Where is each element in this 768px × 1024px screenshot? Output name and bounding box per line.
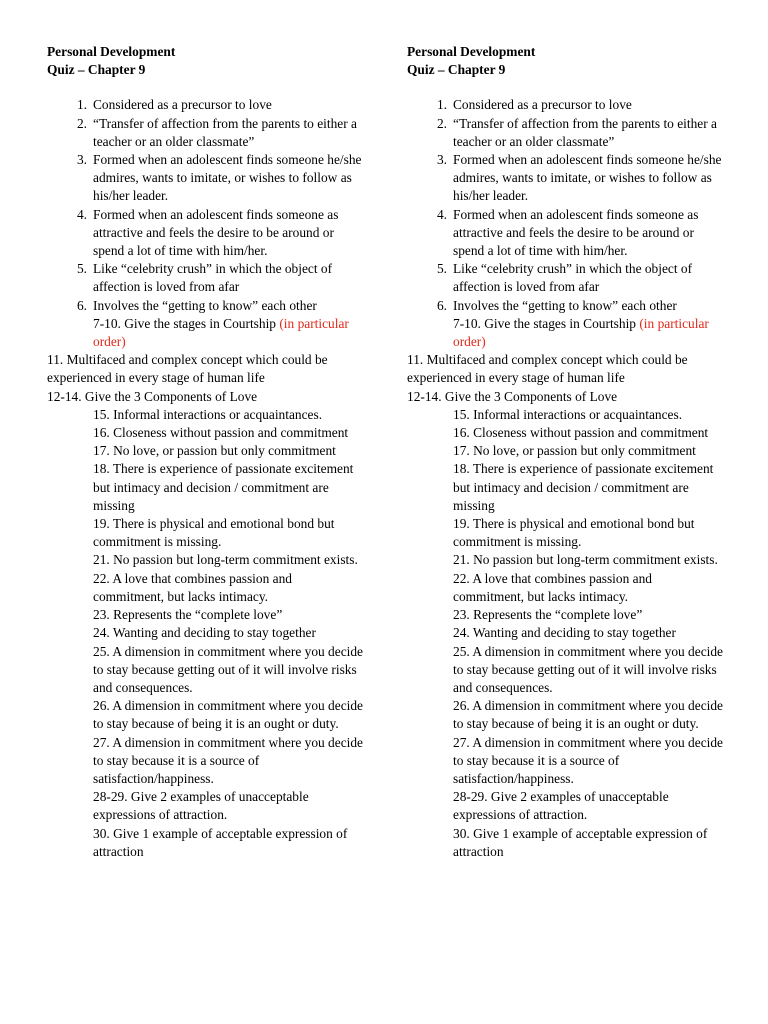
question-item xyxy=(407,96,723,114)
question-number: 4. xyxy=(76,206,87,222)
question-item: 26. A dimension in commitment where you decide to stay because of being it is an ought or duty. xyxy=(93,698,363,732)
question-7-10-text: 7-10. Give the stages in Courtship xyxy=(93,315,280,331)
question-item: 16. Closeness without passion and commitment xyxy=(93,425,349,441)
question-item: 15. Informal interactions or acquaintances. xyxy=(93,406,323,422)
question-text: “Transfer of affection from the parents to either a teacher or an older classmate” xyxy=(93,115,357,149)
question-number: 1. xyxy=(76,97,87,113)
quiz-subtitle: Quiz – Chapter 9 xyxy=(47,62,146,78)
question-text: Involves the “getting to know” each other xyxy=(453,297,677,313)
question-item: 23. Represents the “complete love” xyxy=(93,607,283,623)
question-item: 17. No love, or passion but only commitment xyxy=(93,443,336,459)
question-number: 6. xyxy=(436,297,447,313)
question-number: 5. xyxy=(436,261,447,277)
question-number: 3. xyxy=(76,152,87,168)
question-12-14: 12-14. Give the 3 Components of Love xyxy=(47,388,258,404)
question-text: Formed when an adolescent finds someone he/she admires, wants to imitate, or wishes to follow as his/her leader. xyxy=(93,152,362,204)
question-item: 30. Give 1 example of acceptable expression of attraction xyxy=(453,825,708,859)
question-text: Like “celebrity crush” in which the object of affection is loved from afar xyxy=(93,261,333,295)
question-number: 4. xyxy=(436,206,447,222)
question-item xyxy=(47,96,363,114)
question-item: 26. A dimension in commitment where you decide to stay because of being it is an ought or duty. xyxy=(453,698,723,732)
question-item xyxy=(47,260,363,296)
question-item xyxy=(47,297,363,315)
spacer xyxy=(407,79,723,96)
quiz-subtitle: Quiz – Chapter 9 xyxy=(407,62,506,78)
question-item: 24. Wanting and deciding to stay together xyxy=(453,625,676,641)
question-7-10-note: (in particular order) xyxy=(453,315,709,350)
question-7-10 xyxy=(407,315,723,351)
question-item xyxy=(47,206,363,261)
question-item: 22. A love that combines passion and commitment, but lacks intimacy. xyxy=(93,570,292,604)
question-item: 23. Represents the “complete love” xyxy=(453,607,643,623)
question-item: 22. A love that combines passion and commitment, but lacks intimacy. xyxy=(453,570,652,604)
question-number: 5. xyxy=(76,261,87,277)
question-text: Like “celebrity crush” in which the object of affection is loved from afar xyxy=(453,261,693,295)
question-number: 2. xyxy=(436,115,447,131)
question-item: 21. No passion but long-term commitment exists. xyxy=(453,552,718,568)
question-item: 25. A dimension in commitment where you decide to stay because getting out of it will involve risks and consequences. xyxy=(453,643,723,695)
quiz-title: Personal Development xyxy=(47,44,176,59)
question-item xyxy=(407,151,723,206)
question-item xyxy=(407,260,723,296)
question-7-10-text: 7-10. Give the stages in Courtship xyxy=(453,315,640,331)
quiz-title: Personal Development xyxy=(407,44,536,59)
question-item xyxy=(47,115,363,151)
question-text: Considered as a precursor to love xyxy=(93,97,272,113)
question-item: 28-29. Give 2 examples of unacceptable expressions of attraction. xyxy=(453,789,669,823)
question-number: 1. xyxy=(436,97,447,113)
question-item: 19. There is physical and emotional bond but commitment is missing. xyxy=(93,516,335,550)
question-item: 19. There is physical and emotional bond but commitment is missing. xyxy=(453,516,695,550)
question-item: 27. A dimension in commitment where you decide to stay because it is a source of satisfaction/happiness. xyxy=(453,734,723,786)
question-item xyxy=(407,206,723,261)
question-7-10-note: (in particular order) xyxy=(93,315,349,350)
question-item: 30. Give 1 example of acceptable expression of attraction xyxy=(93,825,348,859)
question-item: 25. A dimension in commitment where you decide to stay because getting out of it will involve risks and consequences. xyxy=(93,643,363,695)
question-item: 24. Wanting and deciding to stay together xyxy=(93,625,316,641)
question-item: 28-29. Give 2 examples of unacceptable expressions of attraction. xyxy=(93,789,309,823)
question-item xyxy=(407,297,723,315)
question-item: 21. No passion but long-term commitment exists. xyxy=(93,552,358,568)
question-number: 6. xyxy=(76,297,87,313)
question-number: 3. xyxy=(436,152,447,168)
question-item xyxy=(47,151,363,206)
question-text: Formed when an adolescent finds someone he/she admires, wants to imitate, or wishes to follow as his/her leader. xyxy=(453,152,722,204)
question-item: 16. Closeness without passion and commitment xyxy=(453,425,709,441)
spacer xyxy=(47,79,363,96)
question-11: 11. Multifaced and complex concept which could be experienced in every stage of human life xyxy=(407,352,688,386)
question-7-10 xyxy=(47,315,363,351)
question-text: Considered as a precursor to love xyxy=(453,97,632,113)
question-text: Involves the “getting to know” each other xyxy=(93,297,317,313)
quiz-column-right xyxy=(407,43,723,861)
question-item: 18. There is experience of passionate excitement but intimacy and decision / commitment are missing xyxy=(453,461,714,513)
question-number: 2. xyxy=(76,115,87,131)
question-12-14: 12-14. Give the 3 Components of Love xyxy=(407,388,618,404)
question-item xyxy=(407,115,723,151)
question-11: 11. Multifaced and complex concept which could be experienced in every stage of human life xyxy=(47,352,328,386)
question-item: 18. There is experience of passionate excitement but intimacy and decision / commitment are missing xyxy=(93,461,354,513)
question-item: 17. No love, or passion but only commitment xyxy=(453,443,696,459)
question-item: 15. Informal interactions or acquaintances. xyxy=(453,406,683,422)
question-text: Formed when an adolescent finds someone as attractive and feels the desire to be around or spend a lot of time with him/her. xyxy=(93,206,339,259)
question-item: 27. A dimension in commitment where you decide to stay because it is a source of satisfaction/happiness. xyxy=(93,734,363,786)
question-text: Formed when an adolescent finds someone as attractive and feels the desire to be around or spend a lot of time with him/her. xyxy=(453,206,699,259)
question-text: “Transfer of affection from the parents to either a teacher or an older classmate” xyxy=(453,115,717,149)
quiz-column-left xyxy=(47,43,363,861)
